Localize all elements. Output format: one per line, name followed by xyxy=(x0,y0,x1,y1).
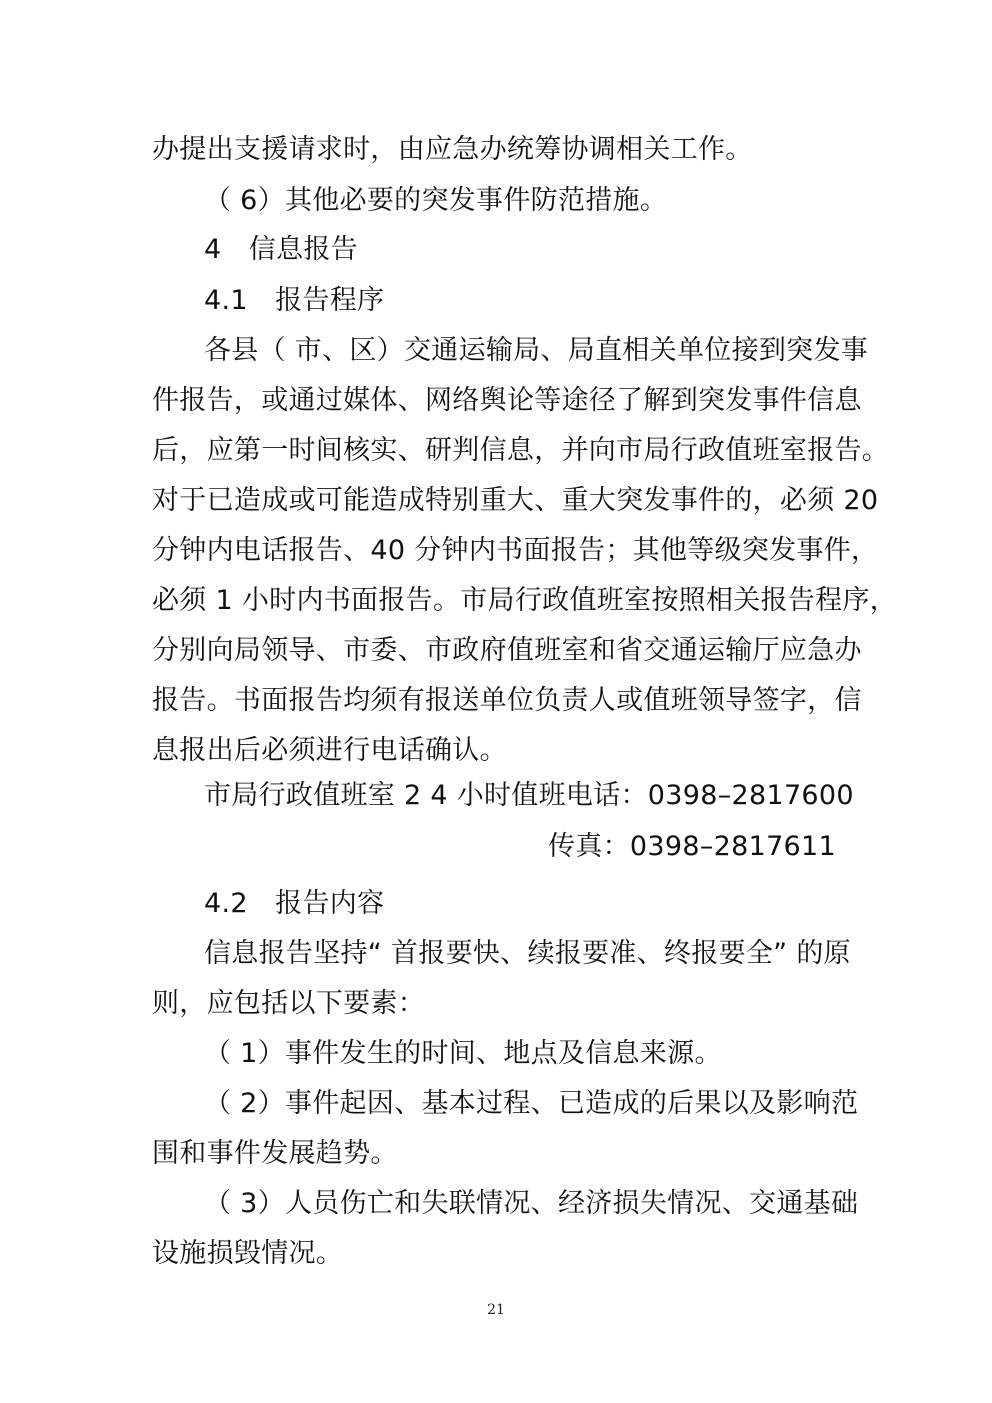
subsection-heading: 4.1 报告程序 xyxy=(204,285,385,316)
list-item: （ 1）事件发生的时间、地点及信息来源。 xyxy=(204,1038,722,1069)
text-line: 设施损毁情况。 xyxy=(152,1238,344,1269)
text-line: 息报出后必须进行电话确认。 xyxy=(152,735,507,766)
list-item: （ 3）人员伤亡和失联情况、经济损失情况、交通基础 xyxy=(204,1188,859,1219)
text-line: 分钟内电话报告、40 分钟内书面报告；其他等级突发事件， xyxy=(152,535,879,566)
text-line: 围和事件发展趋势。 xyxy=(152,1138,398,1169)
text-line: 办提出支援请求时，由应急办统筹协调相关工作。 xyxy=(152,134,753,165)
text-line: 分别向局领导、市委、市政府值班室和省交通运输厅应急办 xyxy=(152,635,862,666)
list-item: （ 6）其他必要的突发事件防范措施。 xyxy=(204,185,668,216)
phone-line: 市局行政值班室 2 4 小时值班电话：0398–2817600 xyxy=(204,780,854,811)
page-number: 21 xyxy=(487,1302,505,1318)
subsection-heading: 4.2 报告内容 xyxy=(204,888,385,919)
text-line: 对于已造成或可能造成特别重大、重大突发事件的，必须 20 xyxy=(152,485,879,516)
fax-line: 传真：0398–2817611 xyxy=(548,831,836,862)
text-line: 必须 1 小时内书面报告。市局行政值班室按照相关报告程序， xyxy=(152,585,898,616)
text-line: 各县（ 市、区）交通运输局、局直相关单位接到突发事 xyxy=(204,335,869,366)
text-line: 则，应包括以下要素： xyxy=(152,988,425,1019)
text-line: 后，应第一时间核实、研判信息，并向市局行政值班室报告。 xyxy=(152,435,890,466)
text-line: 报告。书面报告均须有报送单位负责人或值班领导签字，信 xyxy=(152,685,862,716)
text-line: 件报告，或通过媒体、网络舆论等途径了解到突发事件信息 xyxy=(152,385,862,416)
text-line: 信息报告坚持“ 首报要快、续报要准、终报要全” 的原 xyxy=(204,938,851,969)
section-heading: 4 信息报告 xyxy=(204,234,358,265)
list-item: （ 2）事件起因、基本过程、已造成的后果以及影响范 xyxy=(204,1088,859,1119)
